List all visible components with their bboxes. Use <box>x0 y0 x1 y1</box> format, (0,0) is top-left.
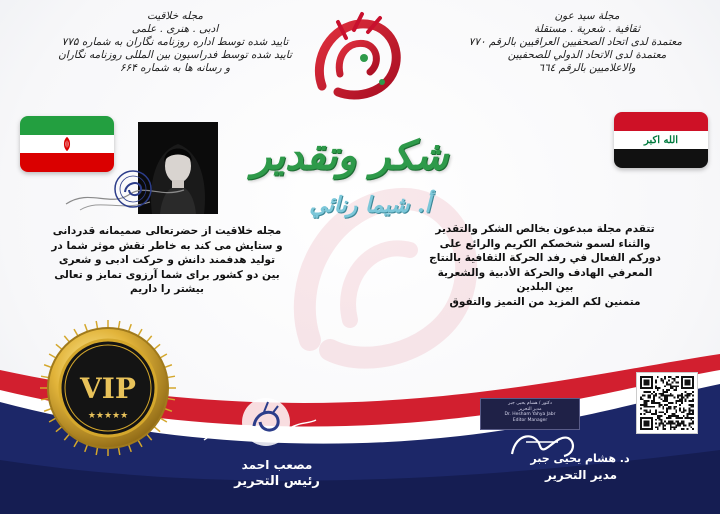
iran-flag-icon <box>20 116 114 172</box>
qr-code-icon <box>636 372 698 434</box>
header-persian-info <box>40 10 310 75</box>
recipient-name: أ. شيما رنائي <box>309 192 431 218</box>
message-persian-line: تولید هدفمند دانش و حرکت ادبی و شعری <box>58 254 276 266</box>
editor-in-chief-name: مصعب احمد <box>241 458 313 472</box>
message-persian-line: مجله خلاقیت از حضرتعالی صمیمانه قدردانی <box>52 225 282 237</box>
header-persian-line: ادبی . هنری . علمی <box>131 23 219 35</box>
stamp-icon <box>236 392 296 452</box>
certificate-title: شكر وتقدير <box>251 132 449 179</box>
header-persian-line: مجله خلاقیت <box>146 10 204 22</box>
svg-text:★★★★★: ★★★★★ <box>87 411 129 421</box>
stamp-icon <box>112 168 154 210</box>
manager-card-line: دكتور / هشام يحيى جبر <box>508 401 552 406</box>
manager-name: د. هشام يحيى جبر <box>530 452 630 465</box>
manager-card-line: مدير التحرير <box>518 406 542 412</box>
message-persian <box>22 224 312 297</box>
iran-emblem-icon <box>60 137 74 151</box>
header-persian-line: تایید شده توسط اداره روزنامه نگاران به شماره ۷۷۵ <box>61 36 289 48</box>
header-persian-line: تایید شده توسط فدراسیون بین المللی روزنامه نگاران <box>58 49 292 61</box>
header-arabic-line: معتمدة لدى اتحاد الصحفيين العراقيين بالرقم ٧٧٠ <box>468 36 682 48</box>
message-arabic-line: والثناء لسمو شخصكم الكريم والرائع على <box>439 237 651 250</box>
vip-badge-icon <box>38 318 178 458</box>
header-arabic-line: والاعلاميين بالرقم ٦٦٤ <box>538 62 636 74</box>
message-arabic-line: متمنين لكم المزيد من التميز والتفوق <box>449 295 641 308</box>
manager-card-line: Editor Manager <box>512 417 548 423</box>
editor-in-chief-title: رئيس التحرير <box>234 474 320 489</box>
message-arabic-line: بين البلدين <box>516 281 574 293</box>
magazine-logo-icon <box>302 8 414 108</box>
message-persian-line: بین دو کشور برای شما آرزوی تمایز و تعالی <box>54 268 280 281</box>
message-arabic-line: المعرفي الهادف والحركة الأدبية والشعرية <box>437 266 653 279</box>
manager-card-line: Dr. Hesham Yahya Jabr <box>504 412 556 418</box>
message-persian-line: و ستایش می کند به خاطر نقش موثر شما در <box>51 239 283 252</box>
header-arabic-line: مجلة سيد عون <box>554 10 620 22</box>
iraq-flag-text: الله اكبر <box>643 134 679 146</box>
header-arabic-line: ثقافية . شعرية . مستقلة <box>533 23 641 35</box>
iraq-flag-icon <box>614 112 708 168</box>
header-arabic-line: معتمدة لدى الاتحاد الدولي للصحفيين <box>507 49 667 61</box>
message-arabic-line: دوركم الفعال في رفد الحركة الثقافية بالنتاج <box>429 252 661 264</box>
vip-badge-text: VIP <box>80 372 136 405</box>
message-arabic-line: تتقدم مجلة مبدعون بخالص الشكر والتقدير <box>435 223 655 235</box>
message-persian-line: بیشتر را داریم <box>130 283 204 295</box>
message-arabic <box>410 222 680 309</box>
manager-title: مدير التحرير <box>544 468 618 482</box>
header-arabic-info <box>468 10 682 75</box>
header-persian-line: و رسانه ها به شماره ۶۶۴ <box>119 62 231 74</box>
